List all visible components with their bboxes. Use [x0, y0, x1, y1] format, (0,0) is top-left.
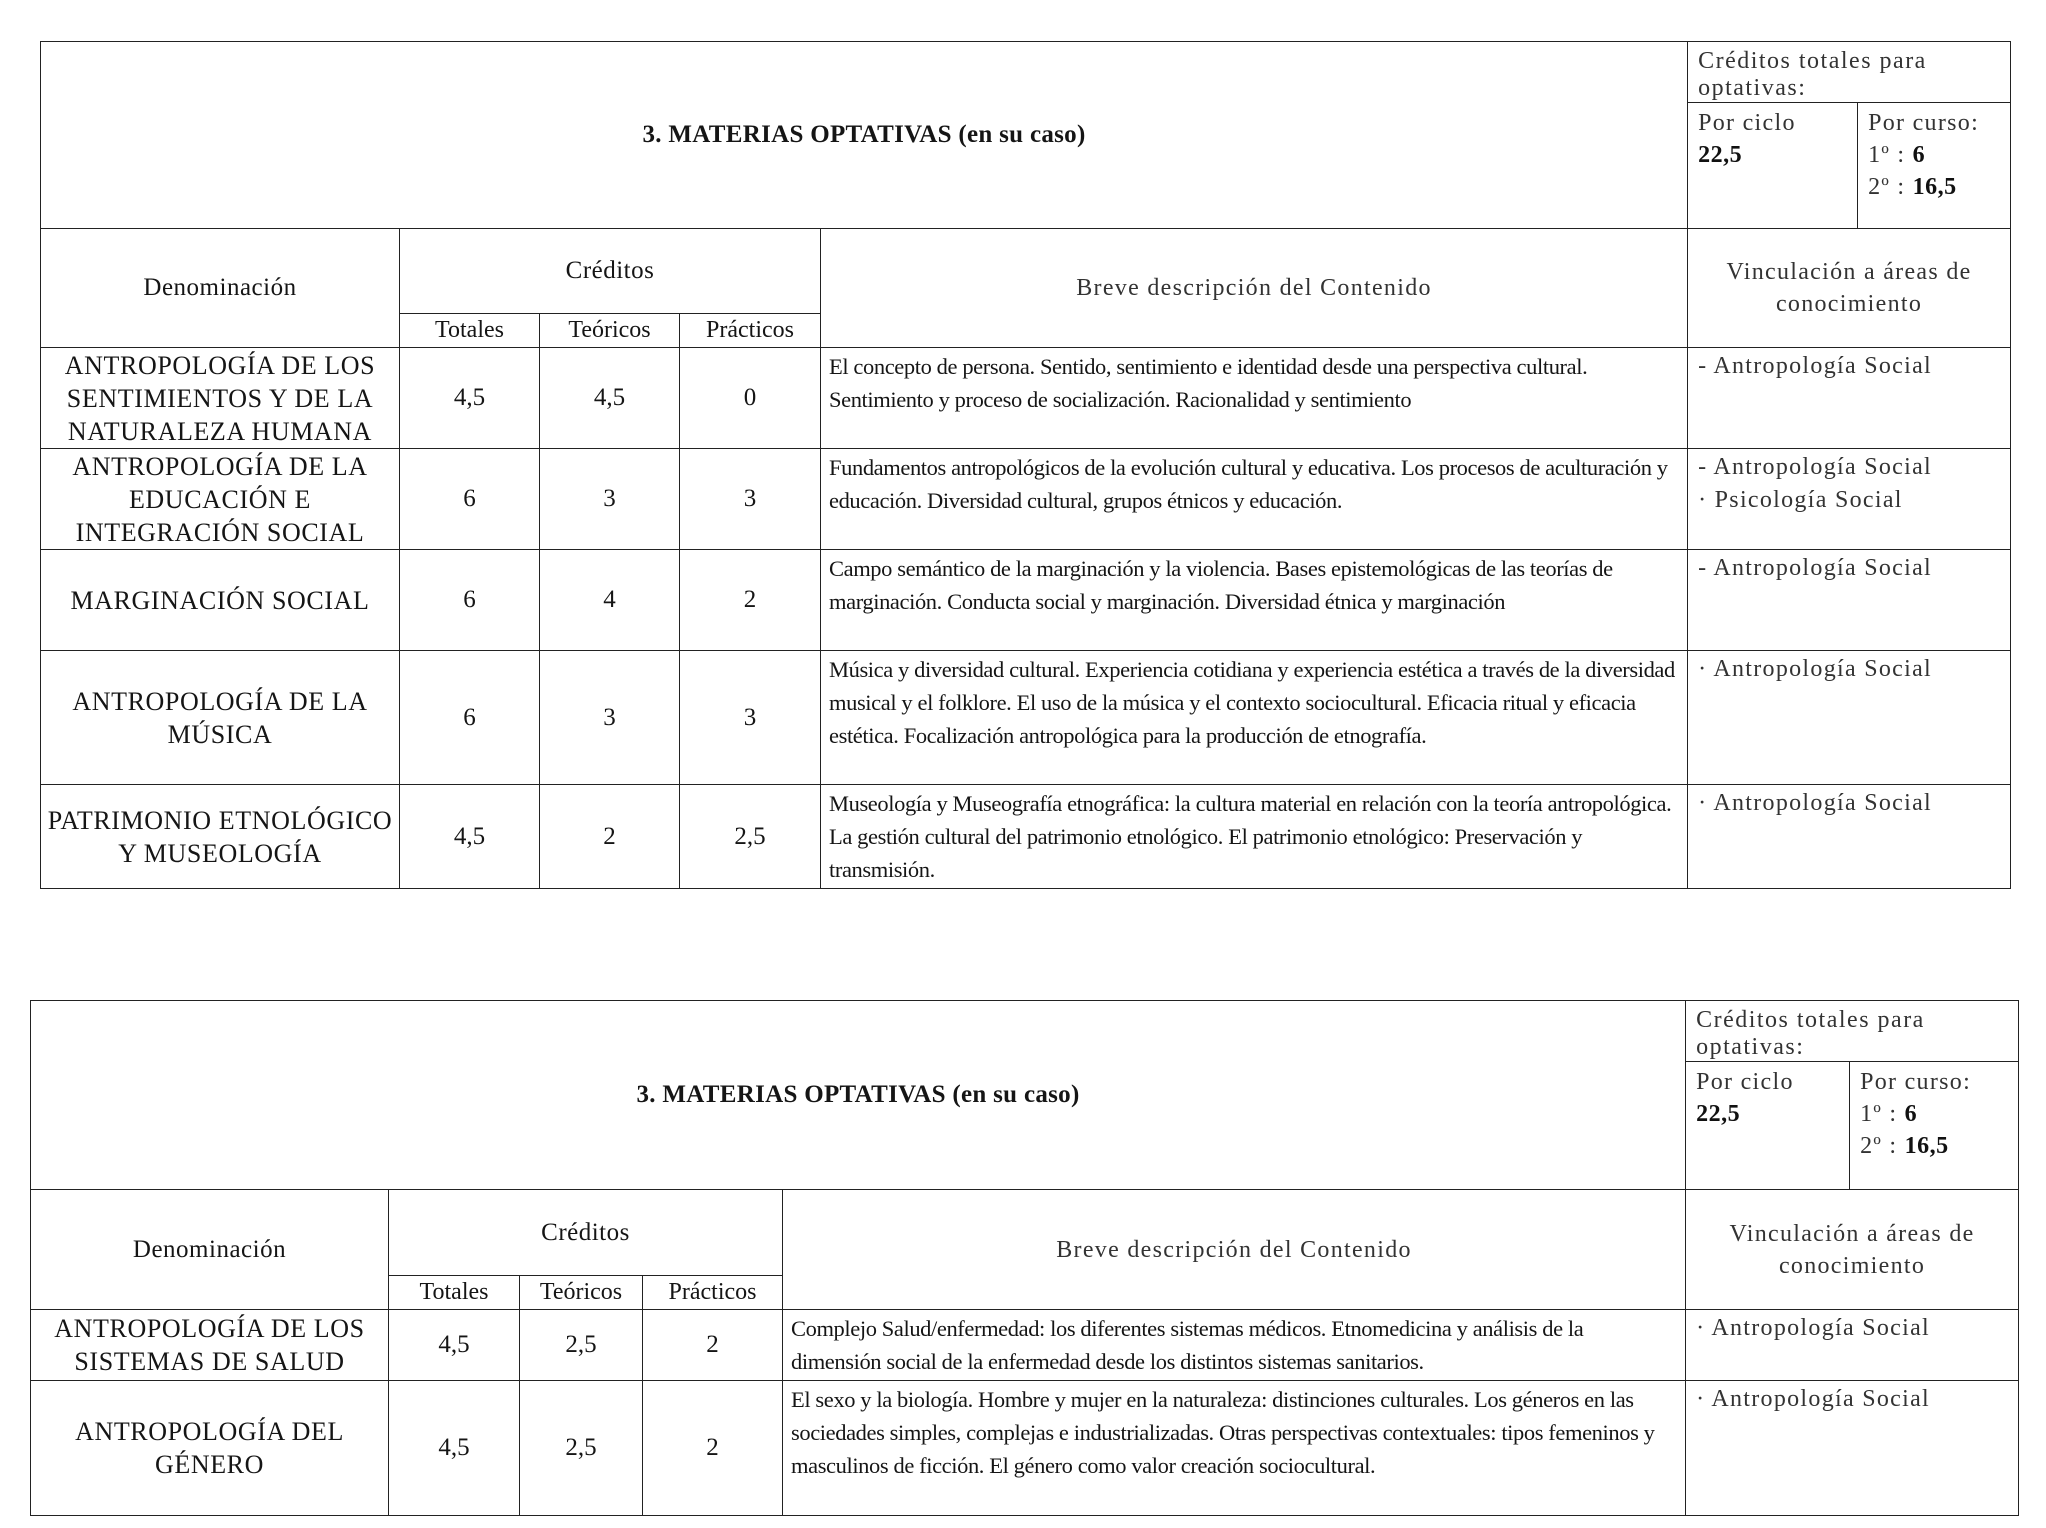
header-teoricos: Teóricos [520, 1276, 643, 1310]
subject-name: ANTROPOLOGÍA DEL GÉNERO [31, 1381, 389, 1516]
area-item: · Antropología Social [1698, 656, 1932, 682]
table-row [41, 348, 2011, 449]
credits-totales: 4,5 [389, 1310, 520, 1381]
curso2-prefix: 2º : [1868, 174, 1913, 200]
subject-name: ANTROPOLOGÍA DE LOS SISTEMAS DE SALUD [31, 1310, 389, 1381]
credits-practicos: 2 [643, 1310, 783, 1381]
knowledge-areas [1688, 449, 2011, 550]
table-row [31, 1381, 2019, 1516]
credits-practicos: 3 [680, 449, 821, 550]
subject-description: El concepto de persona. Sentido, sentimiento e identidad desde una perspectiva cultural. Sentimiento y proceso de socialización. Racionalidad y sentimiento [821, 348, 1688, 449]
subject-name: MARGINACIÓN SOCIAL [41, 550, 400, 651]
area-item: · Antropología Social [1696, 1386, 1930, 1412]
credits-practicos: 2 [643, 1381, 783, 1516]
subject-name: ANTROPOLOGÍA DE LA EDUCACIÓN E INTEGRACIÓN SOCIAL [41, 449, 400, 550]
subject-description: Museología y Museografía etnográfica: la cultura material en relación con la teoría antropológica. La gestión cultural del patrimonio etnológico. El patrimonio etnológico: Preservación y transmisión. [821, 785, 1688, 889]
header-practicos: Prácticos [643, 1276, 783, 1310]
header-practicos: Prácticos [680, 314, 821, 348]
subject-name: PATRIMONIO ETNOLÓGICO Y MUSEOLOGÍA [41, 785, 400, 889]
table-title: 3. MATERIAS OPTATIVAS (en su caso) [31, 1001, 1686, 1190]
knowledge-areas [1686, 1381, 2019, 1516]
table-row [31, 1310, 2019, 1381]
credits-totales: 6 [400, 449, 540, 550]
credits-total-label: Créditos totales para optativas: [1688, 42, 2011, 103]
header-denominacion: Denominación [41, 229, 400, 348]
header-creditos: Créditos [400, 229, 821, 314]
credits-teoricos: 2 [540, 785, 680, 889]
knowledge-areas [1688, 550, 2011, 651]
table-title: 3. MATERIAS OPTATIVAS (en su caso) [41, 42, 1688, 229]
area-item: · Psicología Social [1698, 487, 1903, 513]
credits-totales: 6 [400, 550, 540, 651]
area-item: · Antropología Social [1698, 790, 1932, 816]
header-vinculacion: Vinculación a áreas de conocimiento [1686, 1190, 2019, 1310]
credits-totales: 6 [400, 651, 540, 785]
header-denominacion: Denominación [31, 1190, 389, 1310]
credits-practicos: 0 [680, 348, 821, 449]
credits-teoricos: 3 [540, 449, 680, 550]
area-item: - Antropología Social [1698, 555, 1932, 581]
por-ciclo-value: 22,5 [1698, 142, 1743, 168]
curso1-value: 6 [1912, 142, 1926, 168]
header-teoricos: Teóricos [540, 314, 680, 348]
curso1-value: 6 [1904, 1101, 1918, 1127]
credits-total-label: Créditos totales para optativas: [1686, 1001, 2019, 1062]
knowledge-areas [1688, 348, 2011, 449]
area-item: - Antropología Social [1698, 353, 1932, 379]
curso1-prefix: 1º : [1860, 1101, 1905, 1127]
credits-totales: 4,5 [389, 1381, 520, 1516]
subject-description: Campo semántico de la marginación y la violencia. Bases epistemológicas de las teorías de marginación. Conducta social y marginación. Diversidad étnica y marginación [821, 550, 1688, 651]
subject-description: Fundamentos antropológicos de la evolución cultural y educativa. Los procesos de aculturación y educación. Diversidad cultural, grupos étnicos y educación. [821, 449, 1688, 550]
header-descripcion: Breve descripción del Contenido [821, 229, 1688, 348]
curso1-prefix: 1º : [1868, 142, 1913, 168]
credits-teoricos: 2,5 [520, 1381, 643, 1516]
credits-practicos: 3 [680, 651, 821, 785]
table-row [41, 550, 2011, 651]
credits-teoricos: 3 [540, 651, 680, 785]
knowledge-areas [1688, 785, 2011, 889]
curso2-value: 16,5 [1904, 1133, 1949, 1159]
table-row [41, 651, 2011, 785]
optativas-table-1 [40, 41, 2011, 889]
header-totales: Totales [389, 1276, 520, 1310]
por-ciclo-value: 22,5 [1696, 1101, 1741, 1127]
por-curso-label: Por curso: [1860, 1069, 1972, 1095]
optativas-table-2 [30, 1000, 2019, 1516]
header-totales: Totales [400, 314, 540, 348]
table-row [41, 785, 2011, 889]
header-creditos: Créditos [389, 1190, 783, 1276]
table-row [41, 449, 2011, 550]
credits-practicos: 2 [680, 550, 821, 651]
header-descripcion: Breve descripción del Contenido [783, 1190, 1686, 1310]
por-ciclo-box [1686, 1062, 1850, 1190]
curso2-prefix: 2º : [1860, 1133, 1905, 1159]
credits-teoricos: 4 [540, 550, 680, 651]
por-ciclo-box [1688, 103, 1858, 229]
por-curso-box [1850, 1062, 2019, 1190]
knowledge-areas [1688, 651, 2011, 785]
credits-teoricos: 2,5 [520, 1310, 643, 1381]
curso2-value: 16,5 [1912, 174, 1957, 200]
subject-description: Complejo Salud/enfermedad: los diferentes sistemas médicos. Etnomedicina y análisis de la dimensión social de la enfermedad desde los distintos sistemas sanitarios. [783, 1310, 1686, 1381]
subject-name: ANTROPOLOGÍA DE LA MÚSICA [41, 651, 400, 785]
credits-practicos: 2,5 [680, 785, 821, 889]
por-ciclo-label: Por ciclo [1696, 1069, 1794, 1095]
subject-description: El sexo y la biología. Hombre y mujer en la naturaleza: distinciones culturales. Los géneros en las sociedades simples, complejas e industrializadas. Otras perspectivas contextuales: tipos femeninos y masculinos de ficción. El género como valor creación sociocultural. [783, 1381, 1686, 1516]
subject-description: Música y diversidad cultural. Experiencia cotidiana y experiencia estética a través de la diversidad musical y el folklore. El uso de la música y el contexto sociocultural. Eficacia ritual y eficacia estética. Focalización antropológica para la producción de etnografía. [821, 651, 1688, 785]
por-curso-box [1858, 103, 2011, 229]
area-item: - Antropología Social [1698, 454, 1932, 480]
knowledge-areas [1686, 1310, 2019, 1381]
area-item: · Antropología Social [1696, 1315, 1930, 1341]
credits-teoricos: 4,5 [540, 348, 680, 449]
credits-totales: 4,5 [400, 348, 540, 449]
credits-totales: 4,5 [400, 785, 540, 889]
por-curso-label: Por curso: [1868, 110, 1980, 136]
subject-name: ANTROPOLOGÍA DE LOS SENTIMIENTOS Y DE LA NATURALEZA HUMANA [41, 348, 400, 449]
por-ciclo-label: Por ciclo [1698, 110, 1796, 136]
header-vinculacion: Vinculación a áreas de conocimiento [1688, 229, 2011, 348]
